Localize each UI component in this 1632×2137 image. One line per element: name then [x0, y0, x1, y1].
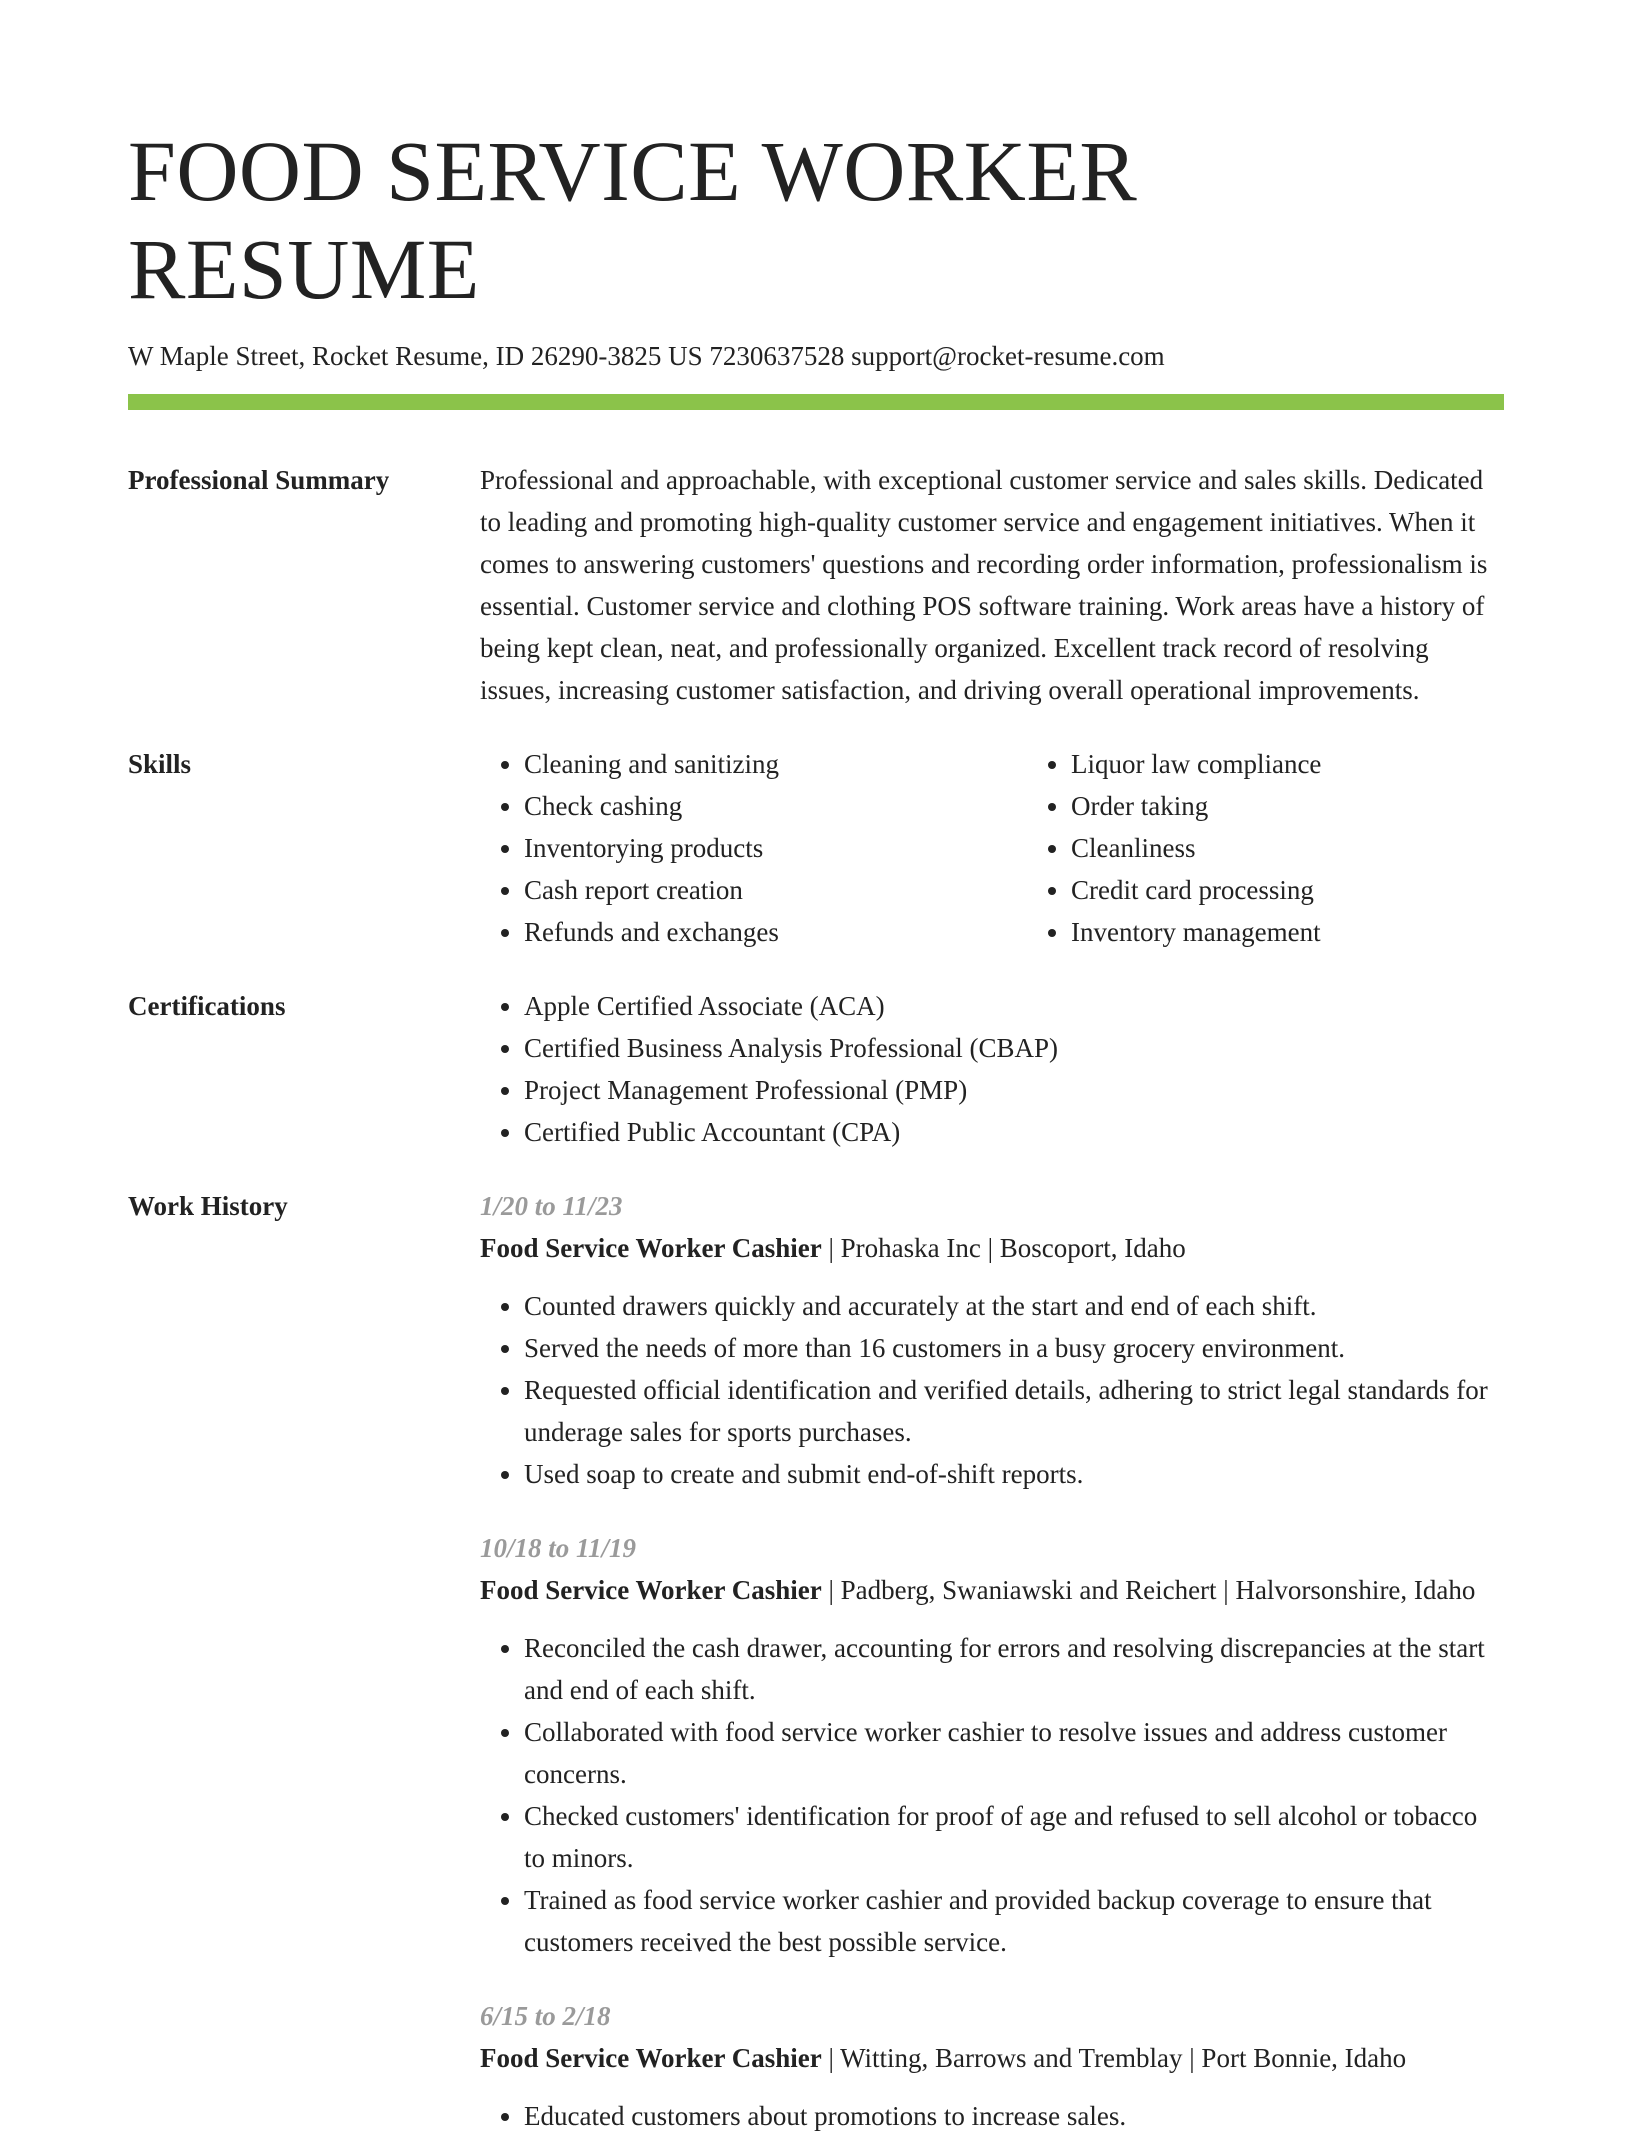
skill-item: • Cash report creation [524, 869, 1027, 911]
section-label-summary: Professional Summary [128, 465, 390, 495]
summary-text: Professional and approachable, with exceptional customer service and sales skills. Dedicated to leading and promoting high-quality customer service and engagement initiatives. When it comes to answering customers' questions and recording order information, professionalism is essential. Customer service and clothing POS software training. Work areas have a history of being kept clean, neat, and professionally organized. Excellent track record of resolving issues, increasing customer satisfaction, and driving overall operational improvements. [480, 465, 1488, 705]
job-bullets [480, 1285, 1504, 1495]
skill-item: • Inventory management [1071, 911, 1574, 953]
job-bullet: • Trained as food service worker cashier and provided backup coverage to ensure that customers received the best possible service. [524, 1879, 1504, 1963]
work-history-entries [480, 1185, 1504, 2137]
job-bullets [480, 2095, 1504, 2137]
skill-item: • Refunds and exchanges [524, 911, 1027, 953]
job-dates: 10/18 to 11/19 [480, 1533, 637, 1563]
skill-item: • Cleaning and sanitizing [524, 743, 1027, 785]
certification-item: • Certified Public Accountant (CPA) [524, 1111, 1504, 1153]
job-title: Food Service Worker Cashier [480, 1575, 822, 1605]
job-title: Food Service Worker Cashier [480, 1233, 822, 1263]
job-dates: 1/20 to 11/23 [480, 1191, 623, 1221]
job-heading [480, 2037, 1504, 2079]
section-label-skills: Skills [128, 749, 192, 779]
skills-list-right [1027, 743, 1574, 953]
job-heading [480, 1227, 1504, 1269]
skill-item: • Inventorying products [524, 827, 1027, 869]
job-bullet: • Counted drawers quickly and accurately at the start and end of each shift. [524, 1285, 1504, 1327]
job-entry [480, 1185, 1504, 1495]
section-label-work-history: Work History [128, 1191, 288, 1221]
skill-item: • Order taking [1071, 785, 1574, 827]
resume-page [128, 0, 1504, 2137]
header-divider [128, 394, 1504, 410]
summary-section [128, 459, 1504, 711]
job-employer-location: | Prohaska Inc | Boscoport, Idaho [821, 1233, 1186, 1263]
job-bullet: • Used soap to create and submit end-of-shift reports. [524, 1453, 1504, 1495]
skill-item: • Credit card processing [1071, 869, 1574, 911]
skills-section [128, 743, 1504, 953]
skill-item: • Check cashing [524, 785, 1027, 827]
job-bullet: • Requested official identification and verified details, adhering to strict legal standards for underage sales for sports purchases. [524, 1369, 1504, 1453]
certification-item: • Project Management Professional (PMP) [524, 1069, 1504, 1111]
job-entry [480, 1995, 1504, 2137]
job-bullet: • Served the needs of more than 16 customers in a busy grocery environment. [524, 1327, 1504, 1369]
job-employer-location: | Witting, Barrows and Tremblay | Port Bonnie, Idaho [821, 2043, 1407, 2073]
job-bullet: • Checked customers' identification for proof of age and refused to sell alcohol or tobacco to minors. [524, 1795, 1504, 1879]
resume-title: FOOD SERVICE WORKER RESUME [128, 123, 1138, 317]
certifications-list [480, 985, 1504, 1153]
skill-item: • Cleanliness [1071, 827, 1574, 869]
skill-item: • Liquor law compliance [1071, 743, 1574, 785]
contact-line: W Maple Street, Rocket Resume, ID 26290-3825 US 7230637528 support@rocket-resume.com [128, 341, 1165, 371]
skills-list-left [480, 743, 1027, 953]
job-title: Food Service Worker Cashier [480, 2043, 822, 2073]
job-entry [480, 1527, 1504, 1963]
certification-item: • Apple Certified Associate (ACA) [524, 985, 1504, 1027]
certification-item: • Certified Business Analysis Professional (CBAP) [524, 1027, 1504, 1069]
job-bullets [480, 1627, 1504, 1963]
work-history-section [128, 1185, 1504, 2137]
job-bullet: • Educated customers about promotions to increase sales. [524, 2095, 1504, 2137]
section-label-certifications: Certifications [128, 991, 286, 1021]
skills-columns [480, 743, 1574, 953]
job-employer-location: | Padberg, Swaniawski and Reichert | Halvorsonshire, Idaho [821, 1575, 1476, 1605]
certifications-section [128, 985, 1504, 1153]
job-heading [480, 1569, 1504, 1611]
job-dates: 6/15 to 2/18 [480, 2001, 611, 2031]
job-bullet: • Collaborated with food service worker cashier to resolve issues and address customer concerns. [524, 1711, 1504, 1795]
job-bullet: • Reconciled the cash drawer, accounting for errors and resolving discrepancies at the start and end of each shift. [524, 1627, 1504, 1711]
